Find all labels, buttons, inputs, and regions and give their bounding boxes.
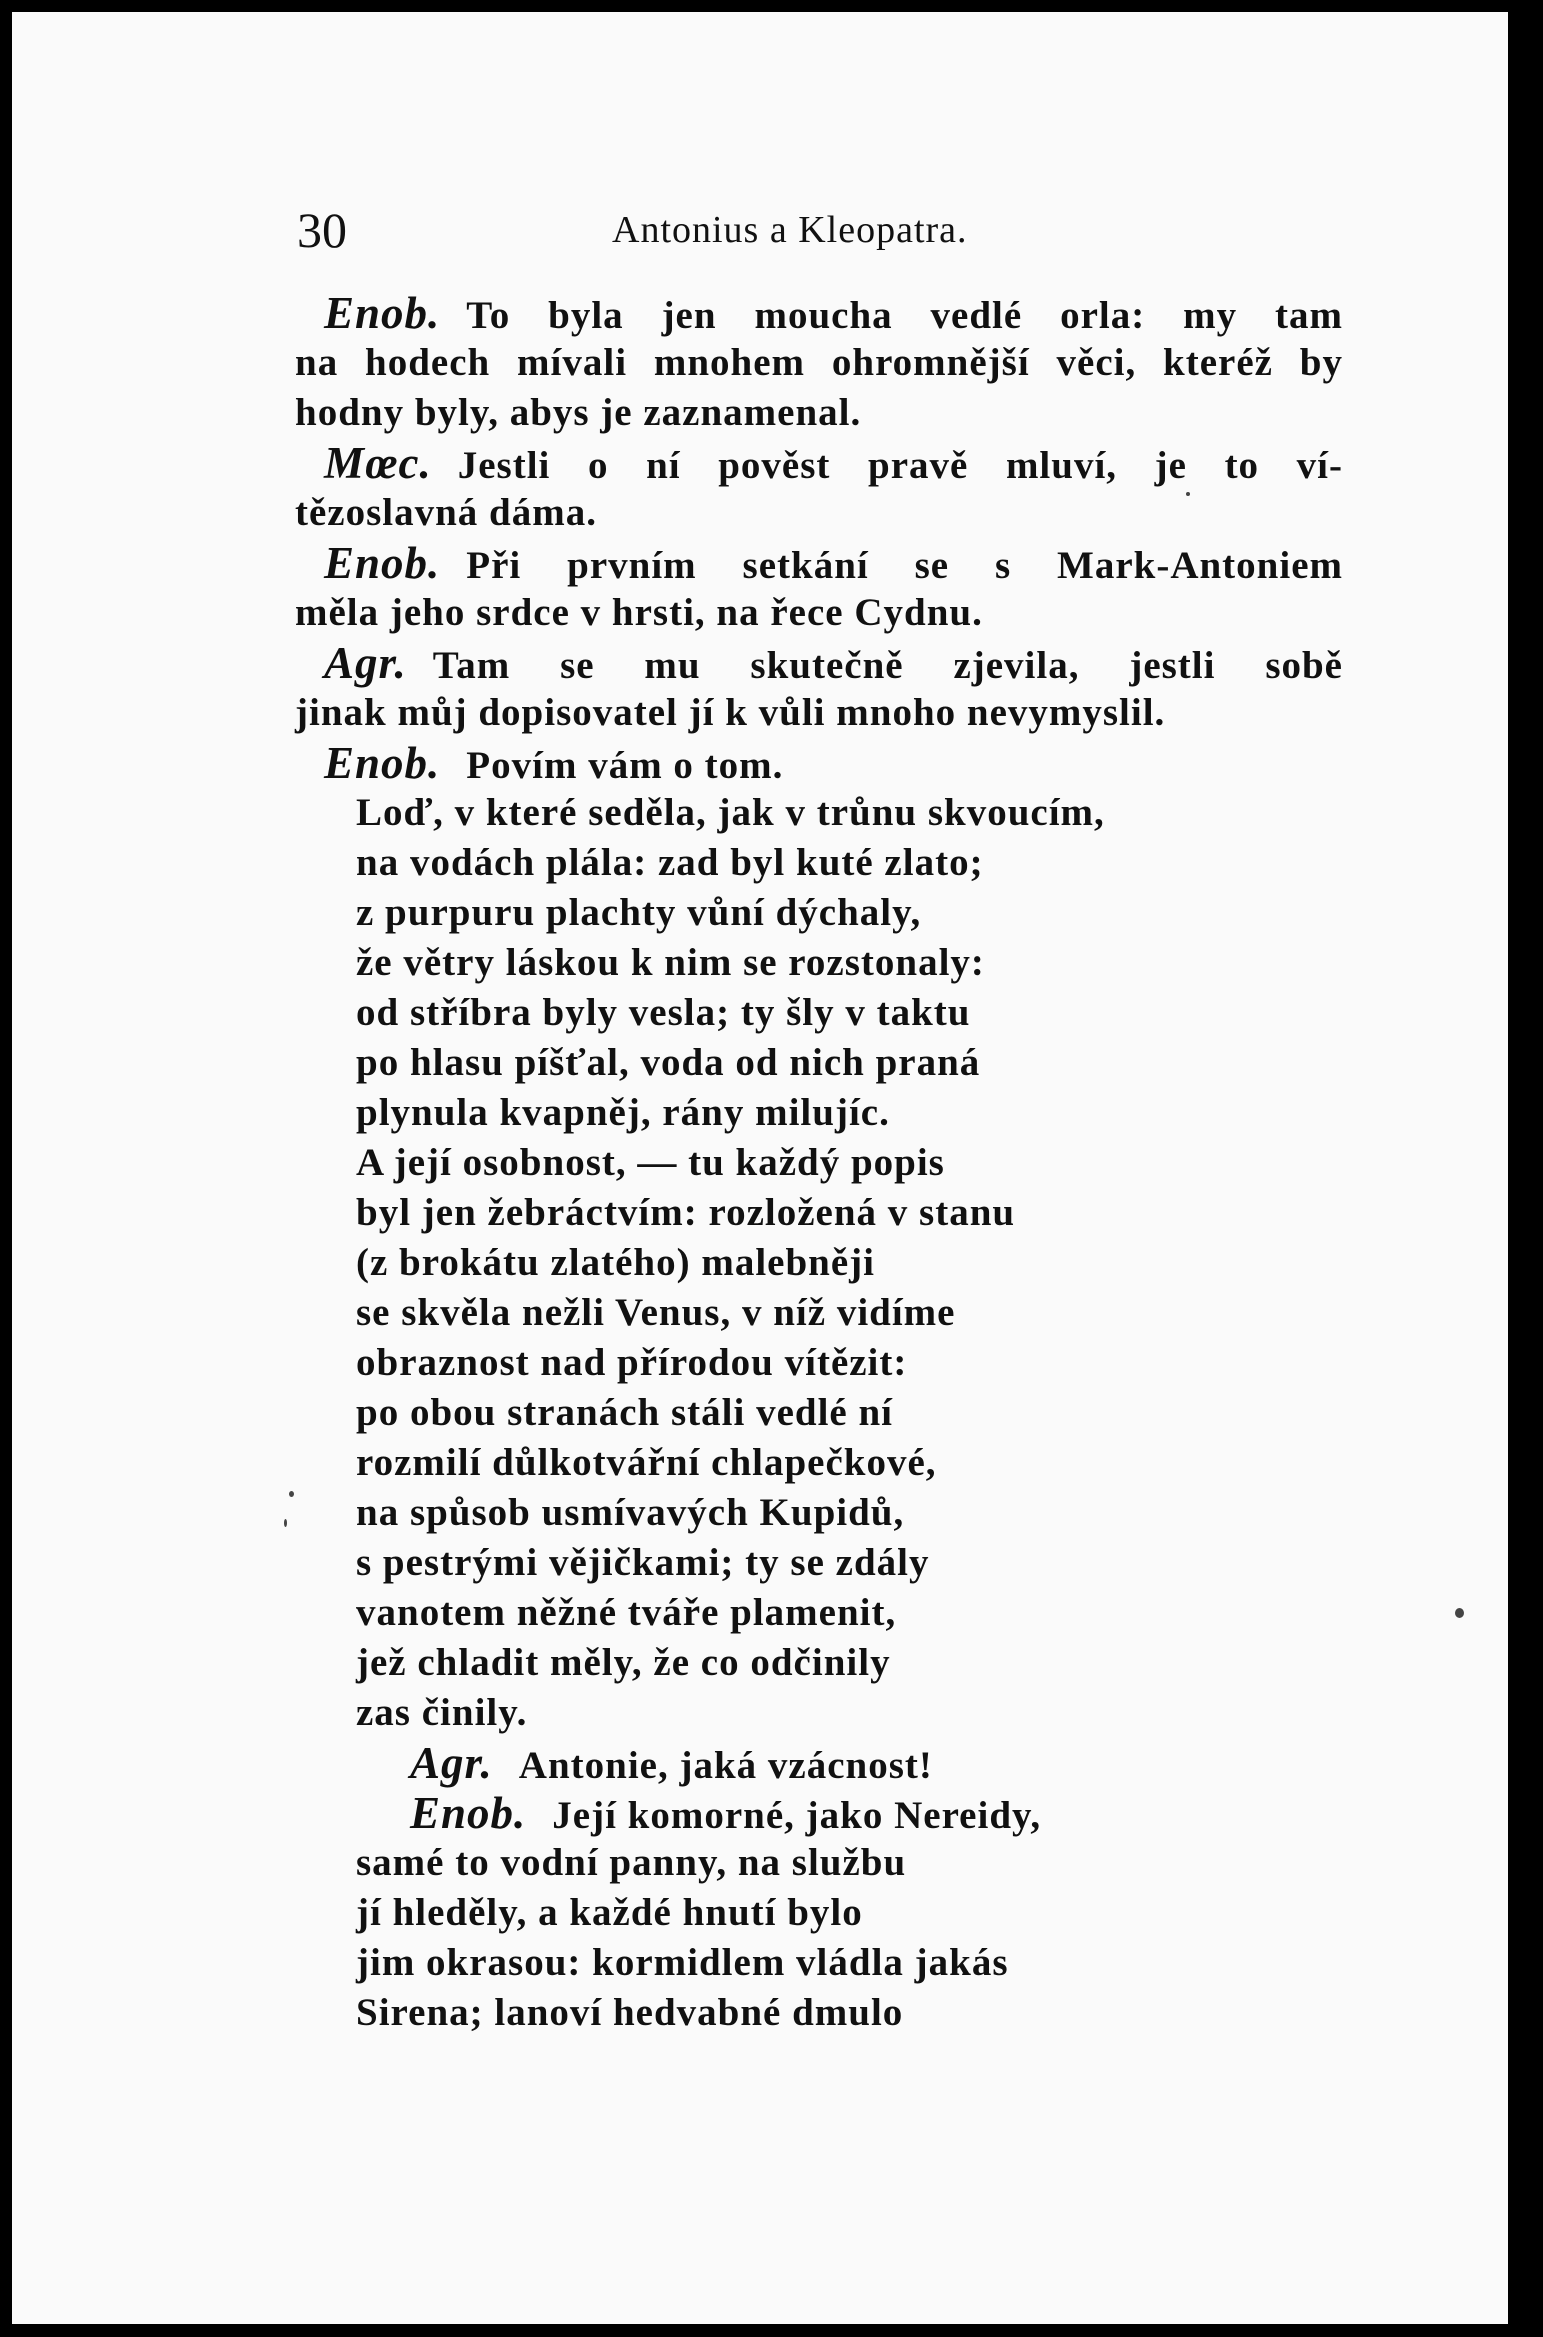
running-title: Antonius a Kleopatra. xyxy=(612,209,968,251)
prose-line xyxy=(295,688,1343,738)
verse-line xyxy=(356,1838,906,1888)
speaker-name: Mœc. xyxy=(324,438,432,488)
line-text: Tam se mu skutečně zjevila, jestli sobě xyxy=(432,644,1343,687)
line-text: že větry láskou k nim se rozstonaly: xyxy=(356,941,985,984)
verse-line xyxy=(356,1088,890,1138)
line-text: Povím vám o tom. xyxy=(466,744,784,787)
prose-line xyxy=(324,438,1343,491)
verse-line xyxy=(356,1288,955,1338)
speaker-name: Enob. xyxy=(324,738,441,788)
line-text: jí hleděly, a každé hnutí bylo xyxy=(356,1891,863,1934)
speaker-name: Enob. xyxy=(410,1788,527,1838)
verse-line xyxy=(356,1138,945,1188)
verse-line xyxy=(356,838,984,888)
verse-line xyxy=(356,988,970,1038)
verse-line xyxy=(410,1738,933,1791)
line-text: se skvěla nežli Venus, v níž vidíme xyxy=(356,1291,956,1334)
line-text: plynula kvapněj, rány milujíc. xyxy=(356,1091,890,1134)
line-text: Loď, v které seděla, jak v trůnu skvoucím, xyxy=(356,791,1105,834)
verse-line xyxy=(356,1388,893,1438)
line-text: A její osobnost, — tu každý popis xyxy=(356,1141,945,1184)
line-text: s pestrými vějičkami; ty se zdály xyxy=(356,1541,930,1584)
line-text: Sirena; lanoví hedvabné dmulo xyxy=(356,1991,904,2034)
line-text: zas činily. xyxy=(356,1691,528,1734)
verse-line xyxy=(410,1788,1041,1841)
prose-line xyxy=(324,638,1343,691)
speaker-name: Agr. xyxy=(324,638,407,688)
page-header xyxy=(12,200,1522,260)
line-text: jim okrasou: kormidlem vládla jakás xyxy=(356,1941,1009,1984)
line-text: Při prvním setkání se s Mark-Antoniem xyxy=(466,544,1343,587)
line-text: od stříbra byly vesla; ty šly v taktu xyxy=(356,991,971,1034)
line-text: tězoslavná dáma. xyxy=(295,491,597,534)
line-text: z purpuru plachty vůní dýchaly, xyxy=(356,891,922,934)
prose-line xyxy=(295,338,1343,388)
verse-line xyxy=(356,1438,937,1488)
verse-line xyxy=(356,1188,1015,1238)
verse-line xyxy=(356,1888,863,1938)
verse-line xyxy=(356,788,1105,838)
line-text: jež chladit měly, že co odčinily xyxy=(356,1641,891,1684)
prose-line xyxy=(295,388,1343,438)
speaker-name: Agr. xyxy=(410,1738,493,1788)
verse-line xyxy=(356,938,985,988)
verse-line xyxy=(356,1988,903,2038)
verse-line xyxy=(356,1338,907,1388)
prose-line xyxy=(324,538,1343,591)
line-text: byl jen žebráctvím: rozložená v stanu xyxy=(356,1191,1016,1234)
line-text: To byla jen moucha vedlé orla: my tam xyxy=(466,294,1343,337)
line-text: hodny byly, abys je zaznamenal. xyxy=(295,391,862,434)
line-text: po hlasu píšťal, voda od nich praná xyxy=(356,1041,981,1084)
speaker-name: Enob. xyxy=(324,538,441,588)
line-text: (z brokátu zlatého) malebněji xyxy=(356,1241,875,1284)
prose-line xyxy=(324,738,1343,791)
line-text: Její komorné, jako Nereidy, xyxy=(552,1794,1042,1837)
line-text: na spůsob usmívavých Kupidů, xyxy=(356,1491,905,1534)
line-text: vanotem něžné tváře plamenit, xyxy=(356,1591,897,1634)
line-text: Jestli o ní pověst pravě mluví, je to ví- xyxy=(457,444,1343,487)
verse-line xyxy=(356,1938,1009,1988)
line-text: na vodách plála: zad byl kuté zlato; xyxy=(356,841,984,884)
verse-line xyxy=(356,1038,980,1088)
book-page xyxy=(12,12,1522,2324)
line-text: měla jeho srdce v hrsti, na řece Cydnu. xyxy=(295,591,983,634)
verse-line xyxy=(356,1488,904,1538)
scan-speck xyxy=(1455,1608,1464,1618)
prose-line xyxy=(295,588,1343,638)
verse-line xyxy=(356,1638,891,1688)
page-number: 30 xyxy=(297,202,347,258)
page-edge-shadow xyxy=(1508,12,1522,2324)
verse-line xyxy=(356,1538,929,1588)
speaker-name: Enob. xyxy=(324,288,441,338)
scan-speck xyxy=(289,1491,294,1497)
verse-line xyxy=(356,1588,896,1638)
verse-line xyxy=(356,888,921,938)
line-text: Antonie, jaká vzácnost! xyxy=(518,1744,933,1787)
verse-line xyxy=(356,1688,527,1738)
line-text: obraznost nad přírodou vítězit: xyxy=(356,1341,908,1384)
line-text: rozmilí důlkotvářní chlapečkové, xyxy=(356,1441,937,1484)
verse-line xyxy=(356,1238,875,1288)
scan-speck xyxy=(284,1519,287,1527)
scan-speck xyxy=(1186,492,1190,496)
prose-line xyxy=(324,288,1343,341)
line-text: samé to vodní panny, na službu xyxy=(356,1841,907,1884)
line-text: na hodech mívali mnohem ohromnější věci, kteréž by xyxy=(295,341,1343,384)
line-text: jinak můj dopisovatel jí k vůli mnoho nevymyslil. xyxy=(295,691,1166,734)
line-text: po obou stranách stáli vedlé ní xyxy=(356,1391,893,1434)
